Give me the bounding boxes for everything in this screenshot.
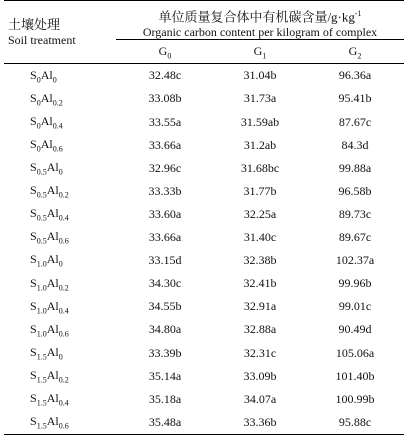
organic-carbon-table xyxy=(4,0,404,435)
value-cell-g2: 102.37a xyxy=(335,253,375,268)
value-cell-g0: 33.33b xyxy=(148,183,182,198)
table-row xyxy=(4,365,404,388)
table-row xyxy=(4,134,404,157)
value-cell-g2: 100.99b xyxy=(335,391,375,406)
value-cell-g1: 31.2ab xyxy=(243,137,277,152)
treatment-cell: $S_{0.5}Al_{0.6}$ xyxy=(30,229,69,246)
table-row xyxy=(4,111,404,134)
value-cell-g2: 87.67c xyxy=(338,114,372,129)
treatment-cell: $S_{1.5}Al_{0.2}$ xyxy=(30,367,69,385)
treatment-cell: $S_{1.5}Al_{0.6}$ xyxy=(4,411,116,435)
treatment-cell: $S_{0.5}Al_0$ xyxy=(30,160,63,177)
value-cell-g1: 31.77b xyxy=(243,183,277,198)
value-cell-g0: 34.80a xyxy=(148,322,182,337)
group-header-zh: 单位质量复合体中有机碳含量$/g\cdot kg^{-1}$ xyxy=(158,9,362,25)
table-body xyxy=(4,64,404,435)
table-row xyxy=(4,411,404,435)
value-cell-g2: 89.73c xyxy=(338,206,372,221)
column-header-g0: $G_0$ xyxy=(116,40,214,64)
treatment-cell: $S_0Al_{0.4}$ xyxy=(30,113,63,131)
group-header xyxy=(116,1,404,40)
treatment-cell: $S_{1.0}Al_{0.4}$ xyxy=(30,298,69,315)
value-cell-g1: 32.91a xyxy=(243,299,277,314)
stub-header xyxy=(4,1,116,64)
stub-header-zh: 土壤处理 xyxy=(8,17,61,33)
value-cell-g0: 35.14a xyxy=(148,368,182,383)
table-row xyxy=(4,157,404,180)
header-row-1 xyxy=(4,1,404,40)
value-cell-g1: 33.09b xyxy=(243,368,277,383)
table-row xyxy=(4,249,404,272)
treatment-cell: $S_{1.0}Al_{0.6}$ xyxy=(30,321,69,339)
value-cell-g2: 101.40b xyxy=(335,368,375,383)
value-cell-g0: 34.55b xyxy=(148,299,182,314)
table-row xyxy=(4,64,404,88)
value-cell-g2: 99.88a xyxy=(338,160,372,175)
value-cell-g1: 31.04b xyxy=(243,68,277,83)
table-row xyxy=(4,180,404,203)
treatment-cell: $S_{1.0}Al_0$ xyxy=(30,252,63,269)
value-cell-g1: 32.31c xyxy=(243,345,277,360)
value-cell-g2: 105.06a xyxy=(335,345,375,360)
treatment-cell: $S_0Al_{0.6}$ xyxy=(30,136,63,154)
treatment-cell: $S_{1.5}Al_0$ xyxy=(30,344,63,362)
treatment-cell: $S_{0.5}Al_{0.4}$ xyxy=(30,206,69,223)
value-cell-g2: 96.58b xyxy=(338,183,372,198)
table-row xyxy=(4,388,404,411)
value-cell-g1: 32.88a xyxy=(243,322,277,337)
table-row xyxy=(4,318,404,341)
value-cell-g2: 89.67c xyxy=(338,230,372,245)
value-cell-g1: 31.68bc xyxy=(240,160,280,175)
value-cell-g0: 33.66a xyxy=(148,137,182,152)
value-cell-g0: 33.60a xyxy=(148,206,182,221)
treatment-cell: $S_0Al_0$ xyxy=(30,67,57,85)
value-cell-g0: 33.15d xyxy=(148,253,182,268)
value-cell-g0: 32.48c xyxy=(148,68,182,83)
treatment-cell: $S_0Al_{0.2}$ xyxy=(30,90,63,108)
value-cell-g1: 32.38b xyxy=(243,253,277,268)
value-cell-g1: 34.07a xyxy=(243,391,277,406)
value-cell-g0: 33.55a xyxy=(148,114,182,129)
value-cell-g1: 31.59ab xyxy=(240,114,280,129)
value-cell-g2: 84.3d xyxy=(341,137,369,152)
table-row xyxy=(4,203,404,226)
value-cell-g0: 33.39b xyxy=(148,345,182,360)
table-row xyxy=(4,272,404,295)
group-header-en: Organic carbon content per kilogram of complex xyxy=(142,25,378,40)
value-cell-g1: 32.25a xyxy=(243,206,277,221)
table-row xyxy=(4,295,404,318)
treatment-cell: $S_{1.0}Al_{0.2}$ xyxy=(30,275,69,292)
table-row xyxy=(4,341,404,364)
value-cell-g0: 32.96c xyxy=(148,160,182,175)
value-cell-g2: 90.49d xyxy=(338,322,372,337)
value-cell-g2: 99.96b xyxy=(338,276,372,291)
table-row xyxy=(4,87,404,110)
value-cell-g0: 35.48a xyxy=(116,411,214,435)
value-cell-g0: 35.18a xyxy=(148,391,182,406)
value-cell-g2: 95.41b xyxy=(338,91,372,106)
value-cell-g1: 31.73a xyxy=(243,91,277,106)
stub-header-en: Soil treatment xyxy=(8,33,76,48)
value-cell-g1: 33.36b xyxy=(214,411,306,435)
value-cell-g2: 95.88c xyxy=(306,411,404,435)
value-cell-g1: 31.40c xyxy=(243,230,277,245)
value-cell-g0: 33.66a xyxy=(148,230,182,245)
value-cell-g1: 32.41b xyxy=(243,276,277,291)
value-cell-g0: 33.08b xyxy=(148,91,182,106)
column-header-g2: $G_2$ xyxy=(306,40,404,64)
value-cell-g0: 34.30c xyxy=(148,276,182,291)
treatment-cell: $S_{1.5}Al_{0.4}$ xyxy=(30,390,69,408)
treatment-cell: $S_{0.5}Al_{0.2}$ xyxy=(30,183,69,200)
value-cell-g2: 99.01c xyxy=(338,299,372,314)
column-header-g1: $G_1$ xyxy=(214,40,306,64)
table-row xyxy=(4,226,404,249)
value-cell-g2: 96.36a xyxy=(338,68,372,83)
